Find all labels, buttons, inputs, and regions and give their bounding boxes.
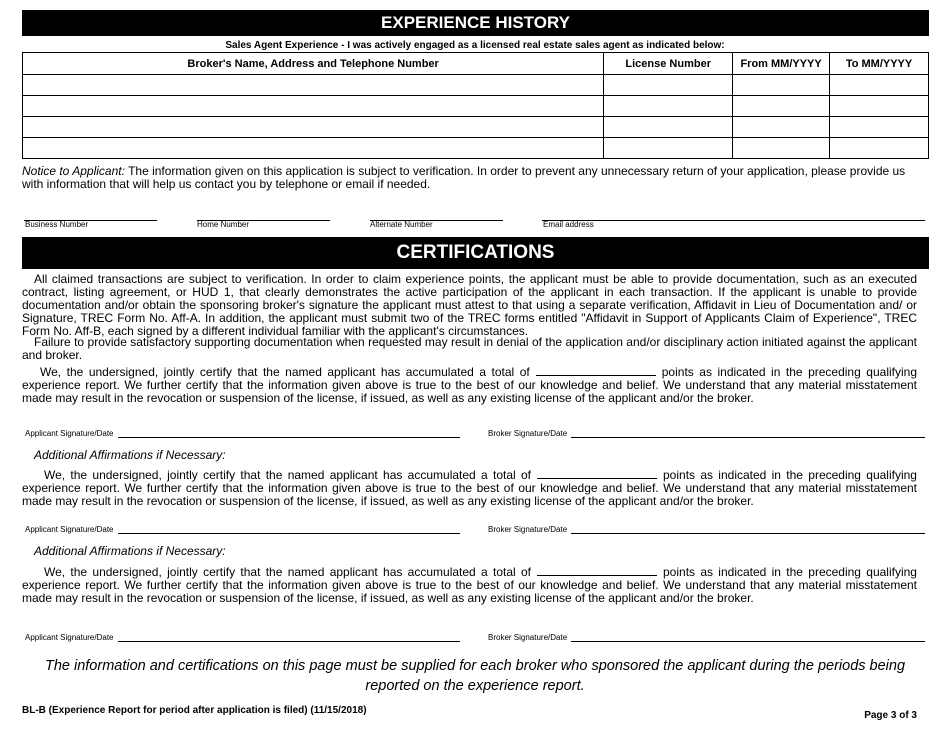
from-date-input[interactable] [733,75,829,95]
to-date-input[interactable] [830,75,928,95]
broker-name-input[interactable] [23,138,603,158]
broker-signature-input[interactable] [571,629,925,642]
applicant-signature-label: Applicant Signature/Date [25,525,114,534]
notice-text: The information given on this application is subject to verification. In order to prevent any unnecessary return of your application, please provide us with information that will help us contact you by telephone or email if needed. [22,164,906,191]
certification-text-a: We, the undersigned, jointly certify that the named applicant has accumulated a total of [44,565,531,579]
broker-name-input[interactable] [23,96,603,116]
certification-statement [22,366,917,405]
sales-agent-subtitle: Sales Agent Experience - I was actively engaged as a licensed real estate sales agent as indicated below: [225,40,725,51]
license-number-input[interactable] [604,138,732,158]
from-date-input[interactable] [733,117,829,137]
license-number-input[interactable] [604,96,732,116]
to-date-input[interactable] [830,96,928,116]
page-number: Page 3 of 3 [864,710,917,721]
certification-text-b: points as indicated in the preceding qualifying experience report. We further certify that the information given above is true to the best of our knowledge and belief. We understand that any material misstatement made may result in the revocation or suspension of the license, if issued, as well as any existing license of the applicant and/or the broker. [22,365,917,405]
table-row [23,117,929,138]
additional-affirmations-heading: Additional Affirmations if Necessary: [34,448,226,462]
license-number-input[interactable] [604,117,732,137]
broker-name-input[interactable] [23,117,603,137]
license-number-input[interactable] [604,75,732,95]
experience-history-heading: EXPERIENCE HISTORY [22,10,929,36]
notice-to-applicant [22,165,929,191]
broker-signature-label: Broker Signature/Date [488,633,568,642]
additional-affirmations-heading: Additional Affirmations if Necessary: [34,544,226,558]
broker-signature-input[interactable] [571,425,925,438]
to-date-input[interactable] [830,117,928,137]
broker-signature-input[interactable] [571,521,925,534]
verification-paragraph: All claimed transactions are subject to verification. In order to claim experience points, the applicant must be able to provide documentation, such as an executed contract, listing agreement, or HUD 1, that clearly demonstrates the active participation of the applicant in each transaction. If the applicant is unable to provide documentation and/or obtain the sponsoring broker's signature the applicant must attest to that using a separate verification, Affidavit in Lieu of Documentation and/ or Signature, TREC Form No. Aff-A. In addition, the applicant must submit two of the TREC forms entitled "Affidavit in Support of Applicants Claim of Experience", TREC Form No. Aff-B, each signed by a different individual familiar with the applicant's circumstances. [22,272,917,338]
applicant-signature-label: Applicant Signature/Date [25,633,114,642]
table-row [23,96,929,117]
email-address-input[interactable] [542,208,925,221]
table-row [23,138,929,159]
points-total-input[interactable] [536,366,656,376]
to-date-input[interactable] [830,138,928,158]
applicant-signature-input[interactable] [118,629,460,642]
certification-text-a: We, the undersigned, jointly certify that the named applicant has accumulated a total of [40,365,530,379]
column-header-from: From MM/YYYY [733,53,830,75]
business-number-label: Business Number [25,220,89,229]
certifications-heading: CERTIFICATIONS [22,237,929,269]
alternate-number-label: Alternate Number [370,220,433,229]
applicant-signature-label: Applicant Signature/Date [25,429,114,438]
broker-signature-label: Broker Signature/Date [488,525,568,534]
table-header-row [23,53,929,75]
points-total-input[interactable] [537,469,657,479]
home-number-label: Home Number [197,220,250,229]
certification-text-b: points as indicated in the preceding qualifying experience report. We further certify that the information given above is true to the best of our knowledge and belief. We understand that any material misstatement made may result in the revocation or suspension of the license, if issued, as well as any existing license of the applicant and/or the broker. [22,565,917,605]
closing-note: The information and certifications on this page must be supplied for each broker who sponsored the applicant during the periods being reported on the experience report. [44,658,906,694]
table-row [23,75,929,96]
certification-text-a: We, the undersigned, jointly certify that the named applicant has accumulated a total of [44,468,531,482]
column-header-license: License Number [604,53,733,75]
experience-table [22,52,929,159]
certification-statement [22,469,917,508]
applicant-signature-input[interactable] [118,521,460,534]
points-total-input[interactable] [537,566,657,576]
from-date-input[interactable] [733,96,829,116]
notice-label: Notice to Applicant: [22,164,125,178]
certification-statement [22,566,917,605]
from-date-input[interactable] [733,138,829,158]
broker-signature-label: Broker Signature/Date [488,429,568,438]
column-header-broker: Broker's Name, Address and Telephone Number [23,53,604,75]
broker-name-input[interactable] [23,75,603,95]
applicant-signature-input[interactable] [118,425,460,438]
certification-text-b: points as indicated in the preceding qualifying experience report. We further certify that the information given above is true to the best of our knowledge and belief. We understand that any material misstatement made may result in the revocation or suspension of the license, if issued, as well as any existing license of the applicant and/or the broker. [22,468,917,508]
form-identifier: BL-B (Experience Report for period after application is filed) (11/15/2018) [22,705,367,716]
failure-paragraph: Failure to provide satisfactory supporting documentation when requested may result in denial of the application and/or disciplinary action initiated against the applicant and broker. [22,335,917,362]
email-address-label: Email address [543,220,594,229]
column-header-to: To MM/YYYY [830,53,929,75]
